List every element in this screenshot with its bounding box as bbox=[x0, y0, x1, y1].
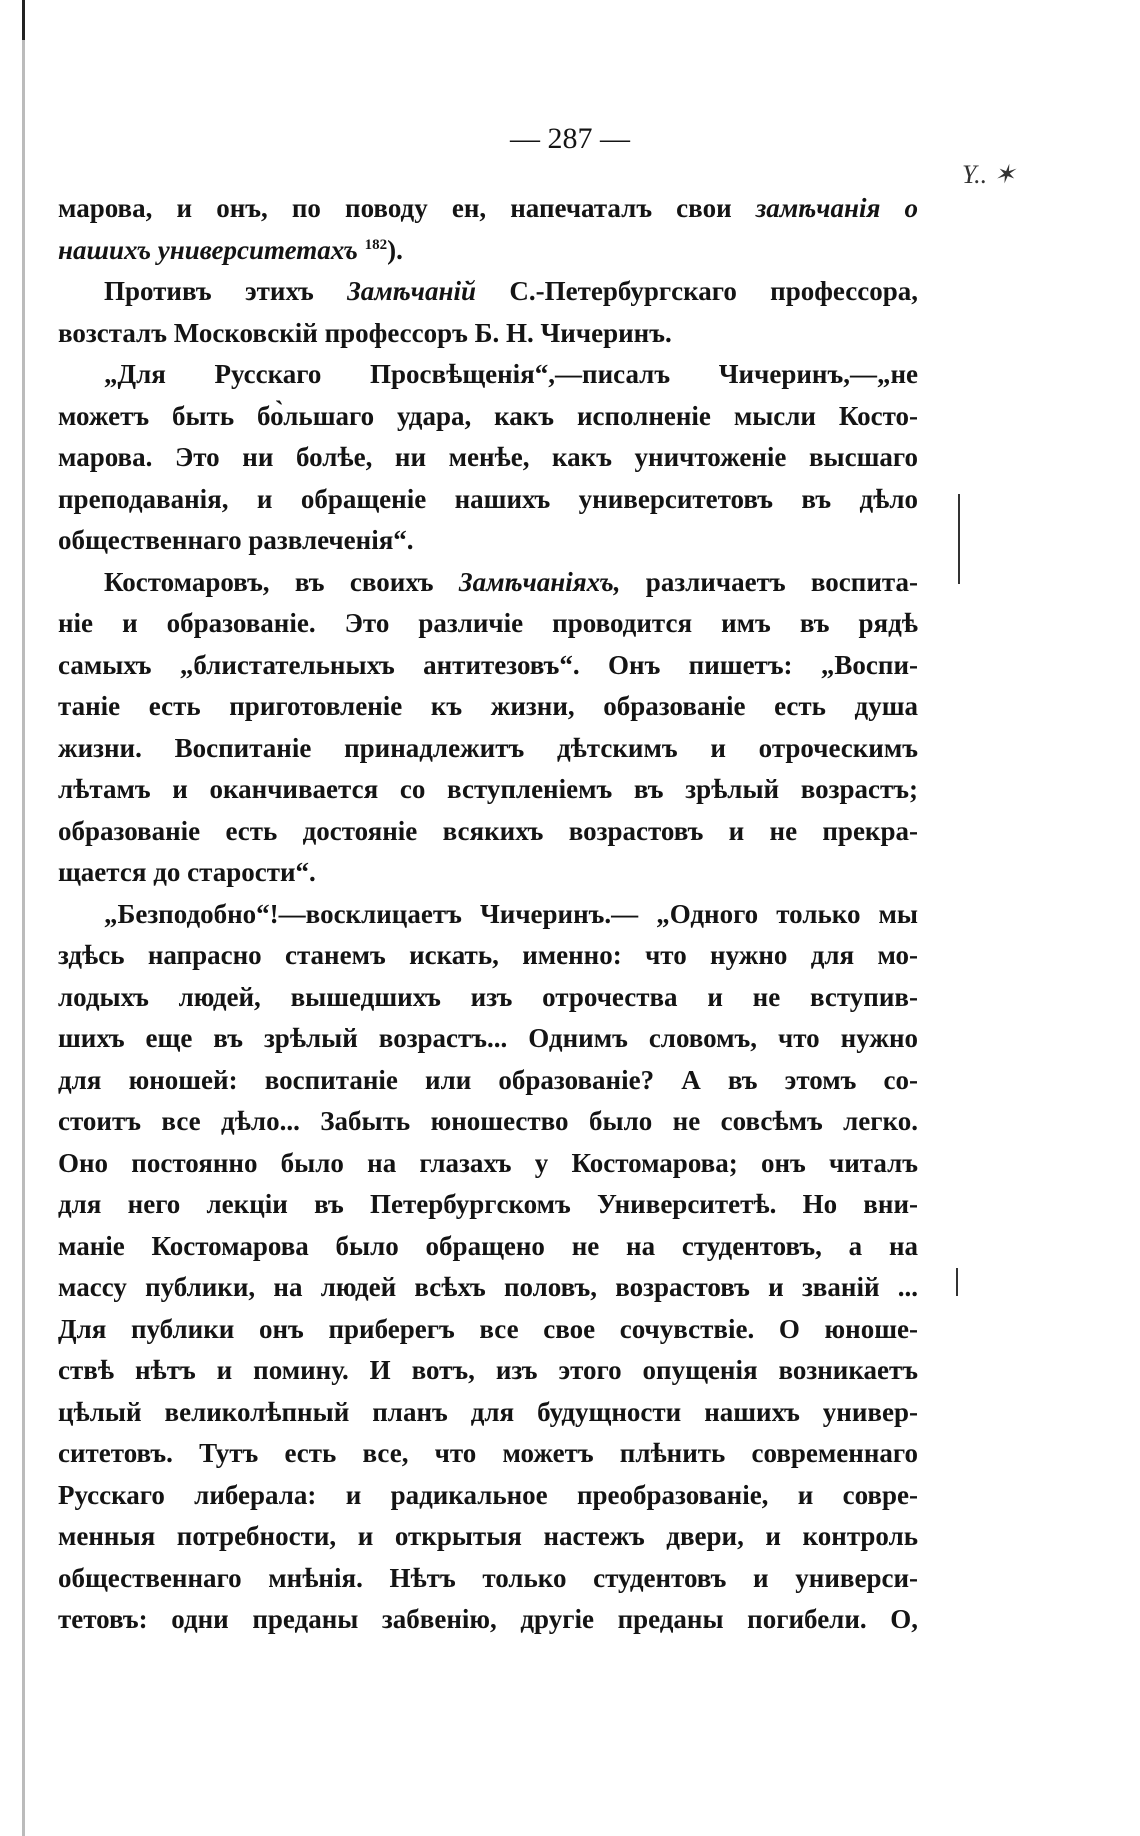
text-line: марова. Это ни болѣе, ни менѣе, какъ уничтоженіе высшаго bbox=[58, 442, 918, 472]
text-line: Оно постоянно было на глазахъ у Костомарова; онъ читалъ bbox=[58, 1147, 918, 1178]
text-line: массу публики, на людей всѣхъ половъ, возрастовъ и званій ... bbox=[58, 1272, 918, 1302]
text-line: ситетовъ. Тутъ есть все, что можетъ плѣнить современнаго bbox=[58, 1438, 918, 1468]
text-line: „Безподобно“!—восклицаетъ Чичеринъ.— „Одного только мы bbox=[104, 898, 918, 929]
text-line: нашихъ университетахъ $^{182}$). bbox=[58, 234, 403, 265]
text-line: маніе Костомарова было обращено не на студентовъ, а на bbox=[58, 1230, 918, 1261]
text-line: цѣлый великолѣпный планъ для будущности нашихъ универ- bbox=[58, 1396, 918, 1427]
text-line: преподаванія, и обращеніе нашихъ университетовъ въ дѣло bbox=[58, 483, 918, 514]
text-line: здѣсь напрасно станемъ искать, именно: что нужно для мо- bbox=[58, 940, 918, 970]
text-line: ніе и образованіе. Это различіе проводится имъ въ рядѣ bbox=[58, 608, 918, 638]
margin-handwritten-note: Y.. ✶ bbox=[962, 160, 1016, 189]
text-line: Для публики онъ приберегъ все свое сочувствіе. О юноше- bbox=[58, 1313, 918, 1344]
text-line: ствѣ нѣтъ и помину. И вотъ, изъ этого опущенія возникаетъ bbox=[58, 1355, 918, 1385]
text-line: щается до старости“. bbox=[58, 857, 316, 887]
text-line: Противъ этихъ Замѣчаній С.-Петербургскаго профессора, bbox=[104, 276, 918, 306]
text-line: общественнаго мнѣнія. Нѣтъ только студентовъ и универси- bbox=[58, 1562, 918, 1593]
text-line: таніе есть приготовленіе къ жизни, образованіе есть душа bbox=[58, 691, 918, 721]
footnote-ref: 182 bbox=[364, 236, 388, 253]
text-line: Костомаровъ, въ своихъ Замѣчаніяхъ, различаетъ воспита- bbox=[104, 566, 918, 597]
text-line: для юношей: воспитаніе или образованіе? А въ этомъ со- bbox=[58, 1064, 918, 1095]
text-line: стоитъ все дѣло... Забыть юношество было не совсѣмъ легко. bbox=[58, 1106, 918, 1136]
text-line: Русскаго либерала: и радикальное преобразованіе, и совре- bbox=[58, 1479, 918, 1510]
text-line: „Для Русскаго Просвѣщенія“,—писалъ Чичеринъ,—„не bbox=[104, 359, 918, 389]
text-line: марова, и онъ, по поводу ен, напечаталъ свои замѣчанія о bbox=[58, 193, 918, 223]
text-line: тетовъ: одни преданы забвенію, другіе преданы погибели. О, bbox=[58, 1604, 918, 1634]
margin-pencil-mark bbox=[956, 1268, 958, 1296]
text-line: возсталъ Московскій профессоръ Б. Н. Чичеринъ. bbox=[58, 317, 672, 348]
body-text bbox=[58, 188, 918, 1641]
text-line: можетъ быть бо̀льшаго удара, какъ исполненіе мысли Косто- bbox=[58, 400, 918, 431]
text-line: лодыхъ людей, вышедшихъ изъ отрочества и не вступив- bbox=[58, 981, 918, 1012]
text-line: образованіе есть достояніе всякихъ возрастовъ и не прекра- bbox=[58, 815, 918, 846]
text-line: самыхъ „блистательныхъ антитезовъ“. Онъ пишетъ: „Воспи- bbox=[58, 649, 918, 680]
text-line: для него лекціи въ Петербургскомъ Университетѣ. Но вни- bbox=[58, 1189, 918, 1219]
text-line: шихъ еще въ зрѣлый возрастъ... Однимъ словомъ, что нужно bbox=[58, 1023, 918, 1053]
text-line: жизни. Воспитаніе принадлежитъ дѣтскимъ и отроческимъ bbox=[58, 732, 918, 763]
page-number: — 287 — bbox=[510, 122, 630, 155]
page-left-edge bbox=[22, 0, 25, 1836]
text-line: лѣтамъ и оканчивается со вступленіемъ въ зрѣлый возрастъ; bbox=[58, 774, 918, 804]
text-line: менныя потребности, и открытыя настежъ двери, и контроль bbox=[58, 1521, 918, 1551]
margin-pencil-line bbox=[958, 494, 960, 584]
text-line: общественнаго развлеченія“. bbox=[58, 525, 414, 555]
